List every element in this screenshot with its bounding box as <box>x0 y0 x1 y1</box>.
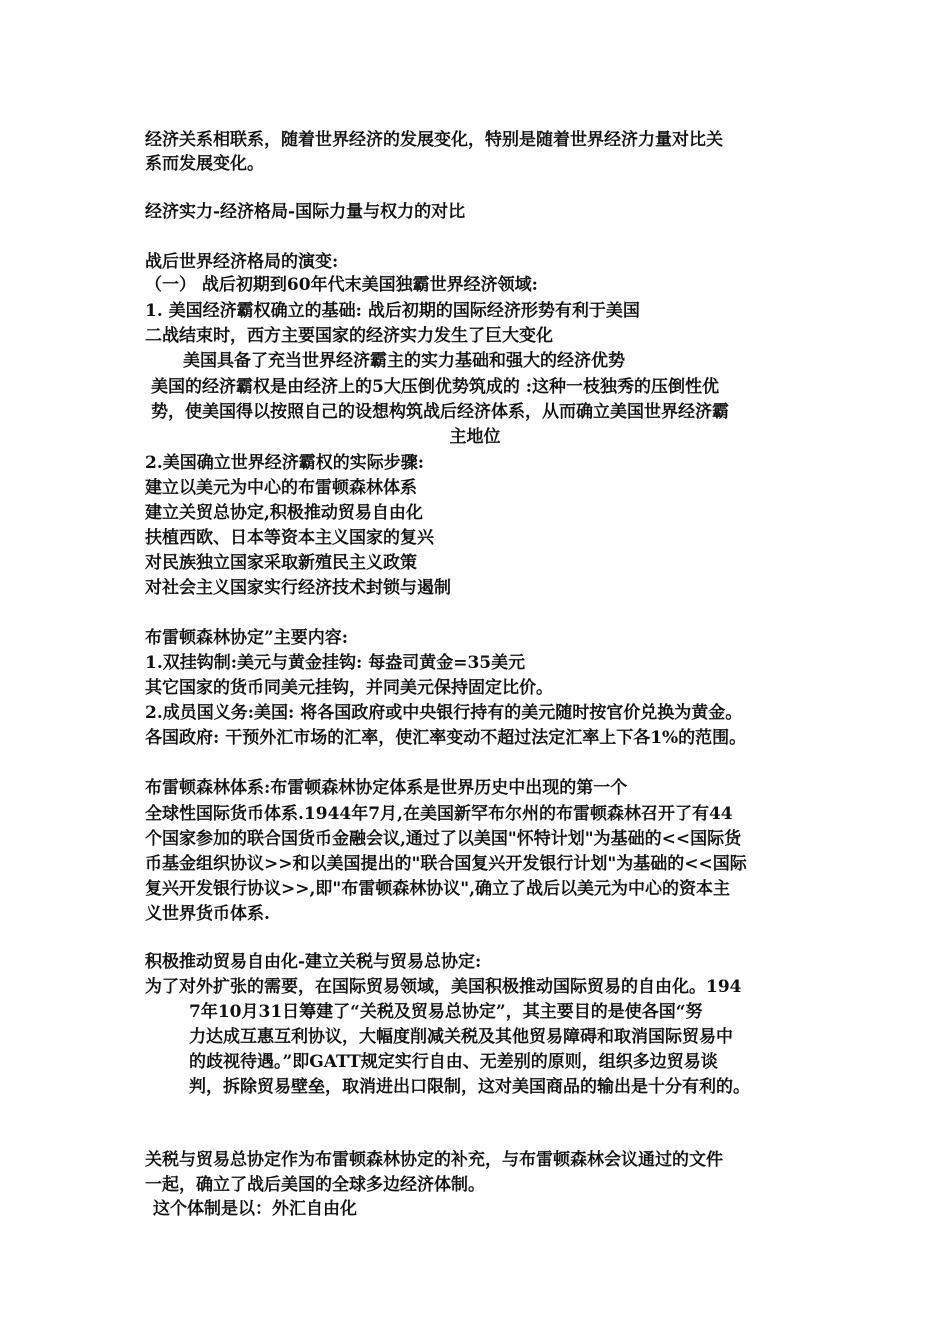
text-line: 币基金组织协议>>和以美国提出的"联合国复兴开发银行计划"为基础的<<国际 <box>145 854 747 874</box>
text-line: 个国家参加的联合国货币金融会议,通过了以美国"怀特计划"为基础的<<国际货 <box>145 829 742 849</box>
text-line: 7年10月31日筹建了“关税及贸易总协定”，其主要目的是使各国“努 <box>189 1002 703 1022</box>
text-line: 力达成互惠互利协议，大幅度削减关税及其他贸易障碍和取消国际贸易中 <box>189 1027 733 1047</box>
text-line: 2.成员国义务:美国: 将各国政府或中央银行持有的美元随时按官价兑换为黄金。 <box>145 703 743 723</box>
text-line: 布雷顿森林体系:布雷顿森林协定体系是世界历史中出现的第一个 <box>145 778 628 798</box>
section-heading: 布雷顿森林协定”主要内容: <box>145 628 349 648</box>
text-line: 2.美国确立世界经济霸权的实际步骤: <box>145 453 425 473</box>
text-line: 1.双挂钩制:美元与黄金挂钩: 每盎司黄金=35美元 <box>145 653 526 673</box>
text-line: 扶植西欧、日本等资本主义国家的复兴 <box>145 528 434 548</box>
text-line: 建立关贸总协定,积极推动贸易自由化 <box>145 503 423 523</box>
text-line: 二战结束时，西方主要国家的经济实力发生了巨大变化 <box>145 326 553 346</box>
text-line: 经济实力-经济格局-国际力量与权力的对比 <box>145 202 466 222</box>
text-line: 的歧视待遇。”即GATT规定实行自由、无差别的原则，组织多边贸易谈 <box>189 1052 718 1072</box>
text-line: 势，使美国得以按照自己的设想构筑战后经济体系，从而确立美国世界经济霸 <box>151 402 729 422</box>
text-line: 复兴开发银行协议>>,即"布雷顿森林协议",确立了战后以美元为中心的资本主 <box>145 879 731 899</box>
text-line: 这个体制是以：外汇自由化 <box>153 1199 357 1219</box>
text-line: 1. 美国经济霸权确立的基础: 战后初期的国际经济形势有利于美国 <box>145 301 640 321</box>
text-line: 义世界货币体系. <box>145 904 270 924</box>
text-line: 一起，确立了战后美国的全球多边经济体制。 <box>145 1175 485 1195</box>
text-line: 判，拆除贸易壁垒，取消进出口限制，这对美国商品的输出是十分有利的。 <box>189 1077 750 1097</box>
text-line: 经济关系相联系，随着世界经济的发展变化，特别是随着世界经济力量对比关 <box>145 130 723 150</box>
text-line: （一） 战后初期到60年代末美国独霸世界经济领域: <box>145 275 538 295</box>
text-line: 各国政府: 干预外汇市场的汇率，使汇率变动不超过法定汇率上下各1%的范围。 <box>145 728 747 748</box>
text-line: 系而发展变化。 <box>145 154 264 174</box>
section-heading: 积极推动贸易自由化-建立关税与贸易总协定: <box>145 952 482 972</box>
text-line: 对民族独立国家采取新殖民主义政策 <box>145 553 417 573</box>
text-line: 全球性国际货币体系.1944年7月,在美国新罕布尔州的布雷顿森林召开了有44 <box>145 804 733 824</box>
text-line: 建立以美元为中心的布雷顿森林体系 <box>145 478 417 498</box>
text-line: 关税与贸易总协定作为布雷顿森林协定的补充，与布雷顿森林会议通过的文件 <box>145 1150 723 1170</box>
text-line: 对社会主义国家实行经济技术封锁与遏制 <box>145 578 451 598</box>
text-line: 美国的经济霸权是由经济上的5大压倒优势筑成的 :这种一枝独秀的压倒性优 <box>151 377 720 397</box>
text-line: 其它国家的货币同美元挂钩，并同美元保持固定比价。 <box>145 678 553 698</box>
text-line: 为了对外扩张的需要，在国际贸易领域，美国积极推动国际贸易的自由化。194 <box>145 977 742 997</box>
text-line: 主地位 <box>449 427 501 447</box>
section-heading: 战后世界经济格局的演变: <box>145 252 339 272</box>
text-line: 美国具备了充当世界经济霸主的实力基础和强大的经济优势 <box>183 351 625 371</box>
